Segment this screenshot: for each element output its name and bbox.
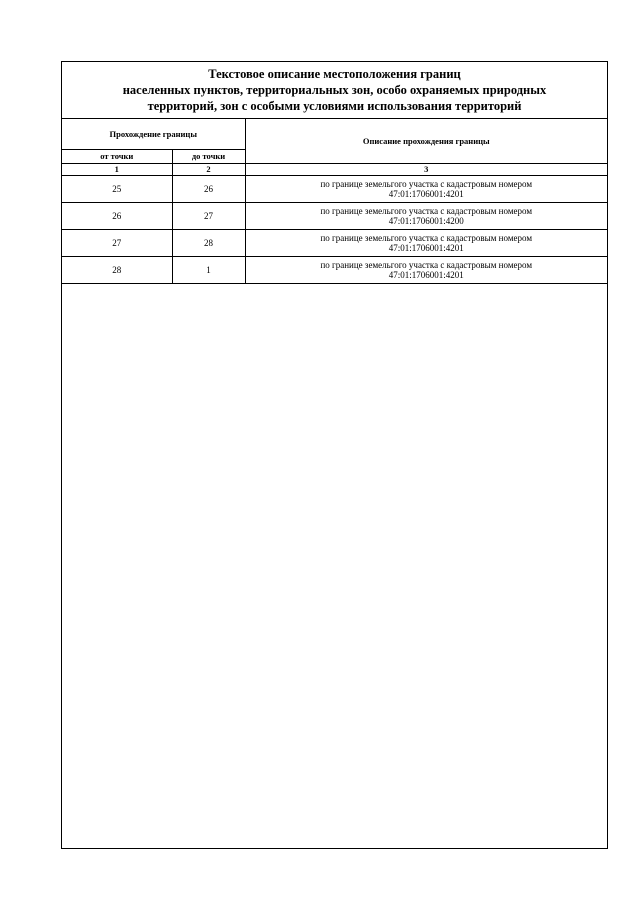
cell-from: 25 — [62, 175, 172, 202]
cell-to: 26 — [172, 175, 245, 202]
boundary-table — [62, 119, 607, 284]
cadastral-number: 47:01:1706001:4200 — [388, 215, 464, 226]
cell-description — [245, 202, 607, 229]
description-text: по границе земельгого участка с кадастровым номером — [320, 259, 533, 270]
title-line-1: Текстовое описание местоположения границ — [208, 67, 461, 81]
column-number: 3 — [245, 163, 607, 175]
cell-description — [245, 175, 607, 202]
cell-from: 27 — [62, 229, 172, 256]
cell-to: 28 — [172, 229, 245, 256]
description-text: по границе земельгого участка с кадастровым номером — [320, 178, 533, 189]
description-text: по границе земельгого участка с кадастровым номером — [320, 232, 533, 243]
column-number: 2 — [172, 163, 245, 175]
table-row — [62, 256, 607, 283]
column-number: 1 — [62, 163, 172, 175]
header-from-point: от точки — [62, 149, 172, 163]
cell-from: 28 — [62, 256, 172, 283]
document-title — [62, 62, 607, 119]
cell-description — [245, 256, 607, 283]
table-row — [62, 202, 607, 229]
description-text: по границе земельгого участка с кадастровым номером — [320, 205, 533, 216]
cell-description — [245, 229, 607, 256]
cell-to: 1 — [172, 256, 245, 283]
title-line-3: территорий, зон с особыми условиями использования территорий — [147, 99, 522, 113]
header-description: Описание прохождения границы — [245, 119, 607, 163]
title-line-2: населенных пунктов, территориальных зон, особо охраняемых природных — [122, 83, 547, 97]
header-to-point: до точки — [172, 149, 245, 163]
table-row — [62, 175, 607, 202]
cadastral-number: 47:01:1706001:4201 — [388, 269, 464, 280]
table-row — [62, 229, 607, 256]
cadastral-number: 47:01:1706001:4201 — [388, 242, 464, 253]
document-frame — [61, 61, 608, 849]
column-number-row — [62, 163, 607, 175]
cadastral-number: 47:01:1706001:4201 — [388, 188, 464, 199]
cell-from: 26 — [62, 202, 172, 229]
cell-to: 27 — [172, 202, 245, 229]
header-passage: Прохождение границы — [62, 119, 245, 149]
table-header-row — [62, 119, 607, 149]
